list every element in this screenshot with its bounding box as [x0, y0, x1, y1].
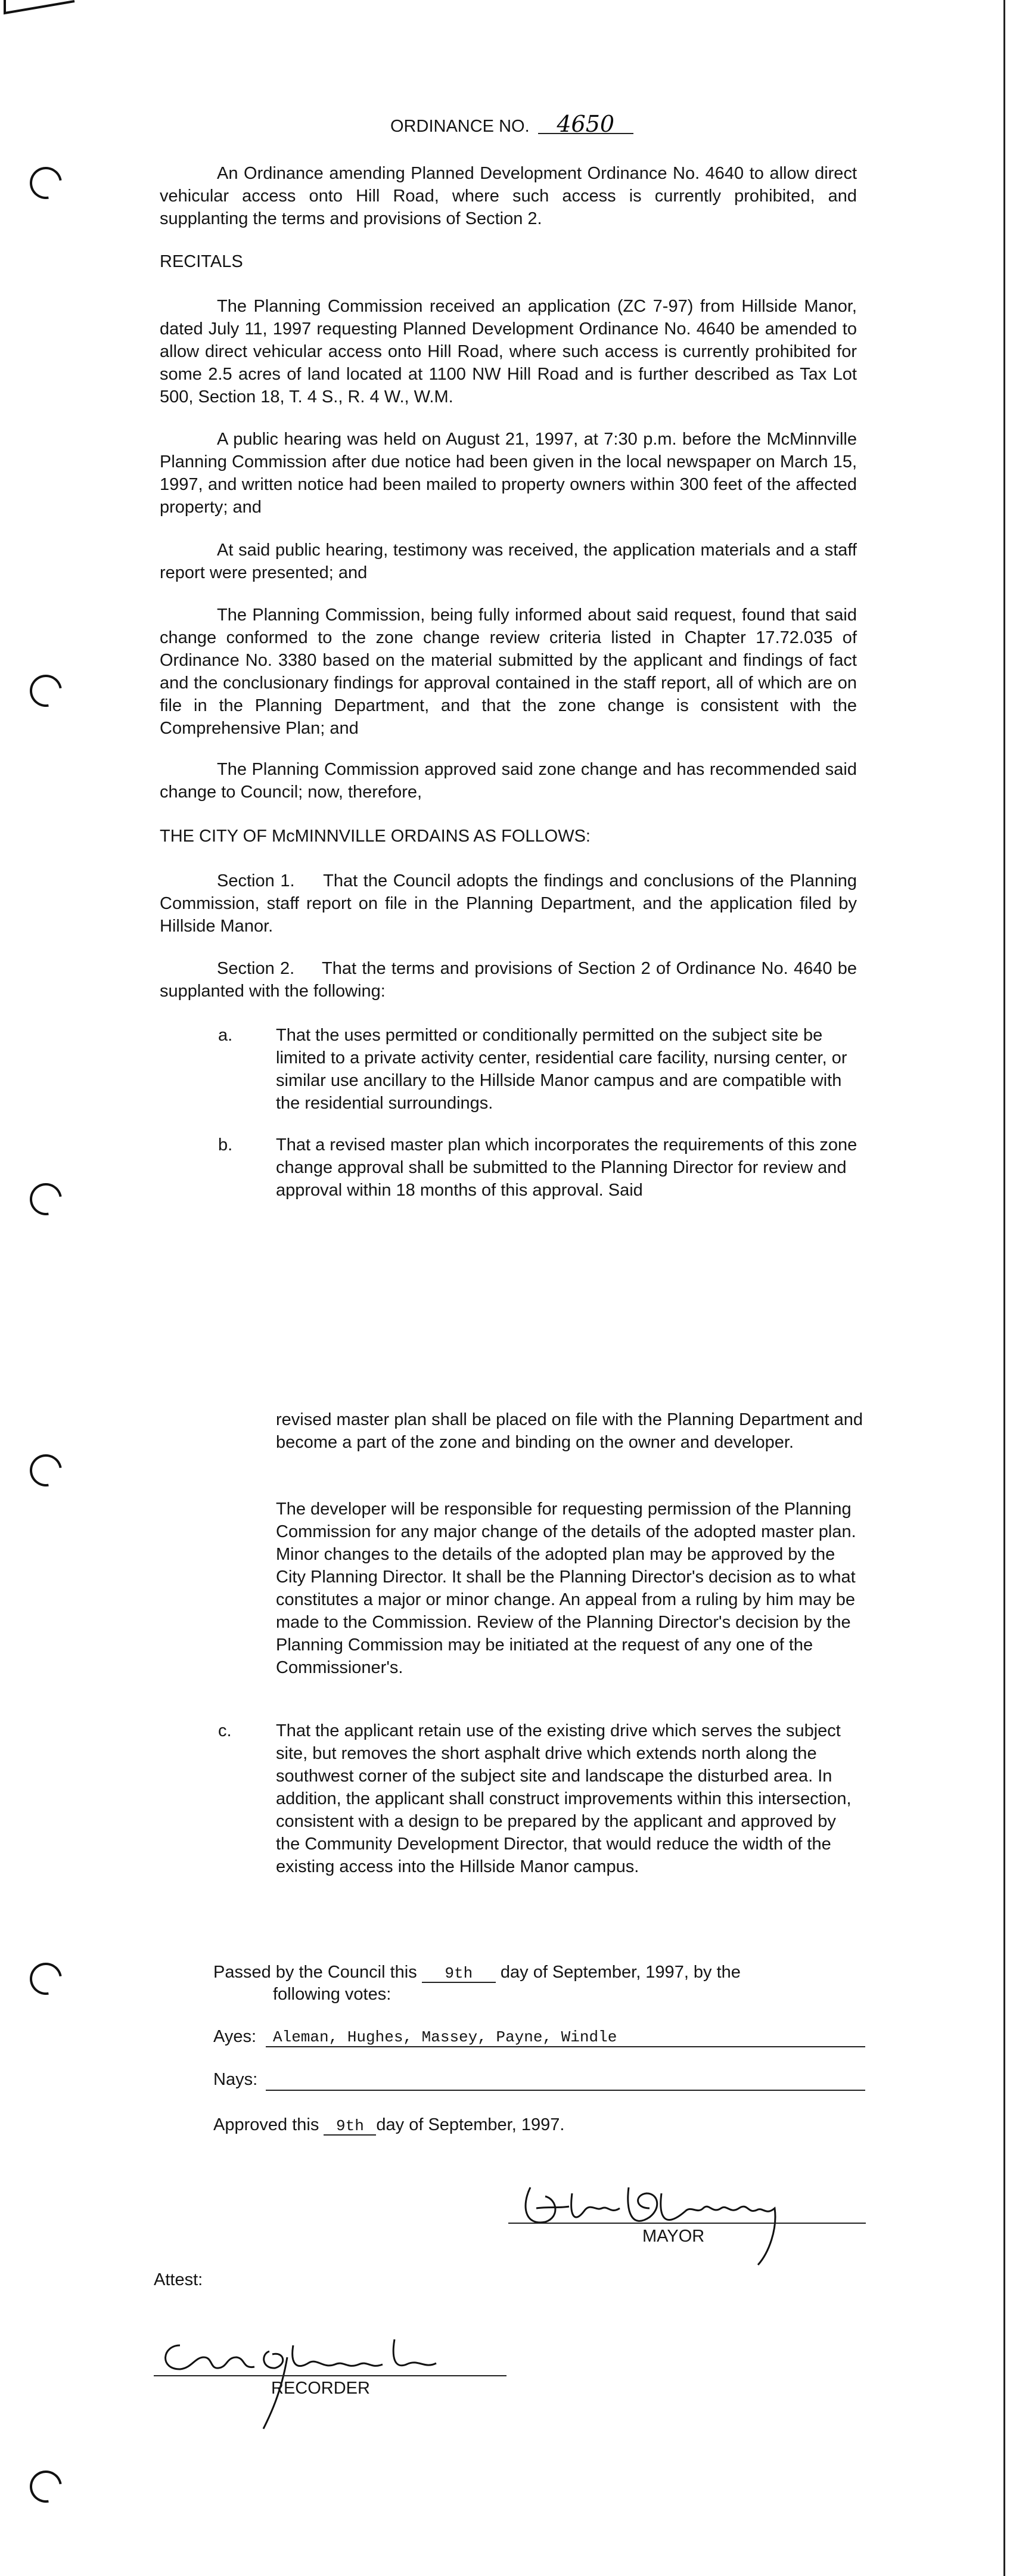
mayor-rule [508, 2223, 866, 2224]
approved-line [213, 2113, 564, 2136]
scan-edge [1003, 0, 1005, 2576]
ayes-label: Ayes: [213, 2027, 257, 2046]
item-b-paragraph: The developer will be responsible for requesting permission of the Planning Commission for any major change of the details of the adopted master plan. Minor changes to the details of the adopted plan may be approved by the City Planning Director. It shall be the Planning Director's decision as to what constitutes a major or minor change. An appeal from a ruling by him may be made to the Commission. Review of the Planning Director's decision by the Planning Commission may be initiated at the request of any one of the Commissioner's. [276, 1500, 856, 1677]
title-prefix: ORDINANCE NO. [390, 117, 530, 136]
item-b-label: b. [218, 1135, 233, 1154]
item-c-text: That the applicant retain use of the existing drive which serves the subject site, but removes the short asphalt drive which extends north along the southwest corner of the subject site and landscape the disturbed area. In addition, the applicant shall construct improvements within this intersection, consistent with a design to be prepared by the applicant and approved by the Community Development Director, that would reduce the width of the existing access into the Hillside Manor campus. [276, 1721, 852, 1876]
recital-paragraph: The Planning Commission received an application (ZC 7-97) from Hillside Manor, dated July 11, 1997 requesting Planned Development Ordinance No. 4640 be amended to allow direct vehicular access onto Hill Road, where such access is currently prohibited for some 2.5 acres of land located at 1100 NW Hill Road and is further described as Tax Lot 500, Section 18, T. 4 S., R. 4 W., W.M. [160, 297, 857, 406]
item-c-label: c. [218, 1721, 232, 1740]
recital-paragraph: The Planning Commission, being fully informed about said request, found that said change conformed to the zone change review criteria listed in Chapter 17.72.035 of Ordinance No. 3380 based on the material submitted by the applicant and findings of fact and the conclusionary findings for approval contained in the staff report, all of which are on file in the Planning Department, and that the zone change is consistent with the Comprehensive Plan; and [160, 606, 857, 738]
corner-mark [0, 0, 83, 18]
passed-day: 9th [422, 1965, 496, 1983]
intro-paragraph: An Ordinance amending Planned Development Ordinance No. 4640 to allow direct vehicular access onto Hill Road, where such access is currently prohibited, and supplanting the terms and provisions of Section 2. [160, 164, 857, 228]
punch-hole [23, 1448, 68, 1492]
ordains-heading: THE CITY OF McMINNVILLE ORDAINS AS FOLLOWS: [160, 827, 591, 846]
approved-suffix: day of September, 1997. [376, 2115, 565, 2134]
recitals-heading: RECITALS [160, 252, 243, 271]
passed-line-2: following votes: [273, 1985, 391, 2004]
item-b-text-continued: revised master plan shall be placed on file with the Planning Department and become a part of the zone and binding on the owner and developer. [276, 1410, 863, 1452]
punch-hole [23, 1956, 68, 2001]
approved-prefix: Approved this [213, 2115, 319, 2134]
item-a-text: That the uses permitted or conditionally permitted on the subject site be limited to a private activity center, residential care facility, nursing center, or similar use ancillary to the Hillside Manor campus and are compatible with the residential surroundings. [276, 1026, 847, 1113]
section-2: Section 2. That the terms and provisions of Section 2 of Ordinance No. 4640 be supplanted with the following: [160, 959, 862, 1001]
nays-rule [266, 2090, 865, 2091]
section-1: Section 1. That the Council adopts the findings and conclusions of the Planning Commission, staff report on file in the Planning Department, and the application filed by Hillside Manor. [160, 871, 862, 936]
passed-suffix: day of September, 1997, by the [500, 1963, 741, 1982]
item-a-label: a. [218, 1026, 233, 1045]
recital-paragraph: At said public hearing, testimony was received, the application materials and a staff report were presented; and [160, 541, 857, 582]
ayes-names: Aleman, Hughes, Massey, Payne, Windle [273, 2028, 617, 2046]
punch-hole [23, 668, 68, 713]
mayor-signature [512, 2152, 822, 2271]
item-b-text: That a revised master plan which incorporates the requirements of this zone change approval shall be submitted to the Planning Director for review and approval within 18 months of this approval. Said [276, 1135, 857, 1200]
mayor-label: MAYOR [642, 2227, 705, 2246]
passed-line [213, 1961, 741, 1984]
punch-hole [23, 160, 68, 205]
recorder-rule [154, 2375, 506, 2376]
nays-label: Nays: [213, 2070, 258, 2089]
punch-hole [23, 2464, 68, 2509]
recital-paragraph: The Planning Commission approved said zone change and has recommended said change to Council; now, therefore, [160, 760, 857, 802]
approved-day: 9th [324, 2118, 376, 2136]
ayes-rule [266, 2046, 865, 2047]
punch-hole [23, 1177, 68, 1221]
ordinance-number: 4650 [538, 115, 633, 134]
passed-prefix: Passed by the Council this [213, 1963, 417, 1982]
recital-paragraph: A public hearing was held on August 21, 1997, at 7:30 p.m. before the McMinnville Planning Commission after due notice had been given in the local newspaper on March 15, 1997, and written notice had been mailed to property owners within 300 feet of the affected property; and [160, 430, 857, 517]
attest-label: Attest: [154, 2270, 203, 2289]
recorder-label: RECORDER [271, 2379, 370, 2398]
ordinance-title [390, 111, 633, 138]
